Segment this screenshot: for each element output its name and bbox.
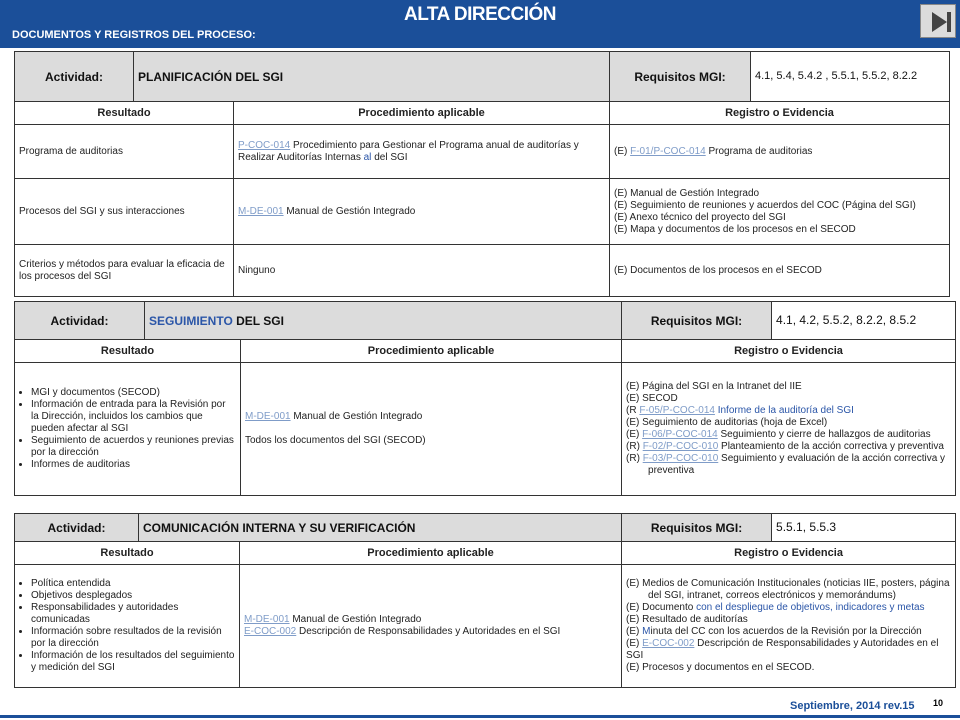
list-item: • MGI y documentos (SECOD) — [31, 387, 236, 399]
procedimiento-cell: M-DE-001 Manual de Gestión Integrado — [234, 179, 610, 245]
col-procedimiento: Procedimiento aplicable — [234, 102, 610, 125]
actividad-label: Actividad: — [15, 514, 139, 542]
registro-cell: (E) Manual de Gestión Integrado (E) Seguimiento de reuniones y acuerdos del COC (Página del SGI) (E) Anexo técnico del proyecto del SGI (E) Mapa y documentos de los procesos en el SECOD — [610, 179, 950, 245]
footer-date: Septiembre, 2014 rev.15 — [790, 700, 915, 712]
actividad-label: Actividad: — [15, 302, 145, 340]
registro-cell: (E) F-01/P-COC-014 Programa de auditorias — [610, 125, 950, 179]
resultado-cell — [15, 363, 241, 496]
actividad-value: COMUNICACIÓN INTERNA Y SU VERIFICACIÓN — [139, 514, 622, 542]
doc-link[interactable]: F-01/P-COC-014 — [630, 145, 706, 157]
resultado-cell: Programa de auditorias — [15, 125, 234, 179]
resultado-cell: Criterios y métodos para evaluar la eficacia de los procesos del SGI — [15, 245, 234, 297]
list-item: • Información de los resultados del seguimiento y medición del SGI — [31, 650, 235, 674]
procedimiento-cell: Ninguno — [234, 245, 610, 297]
col-registro: Registro o Evidencia — [610, 102, 950, 125]
doc-link[interactable]: F-06/P-COC-014 — [642, 429, 718, 440]
next-slide-button[interactable] — [920, 4, 956, 38]
doc-link[interactable]: F-03/P-COC-010 — [642, 453, 719, 464]
resultado-cell: Procesos del SGI y sus interacciones — [15, 179, 234, 245]
registro-cell: (E) Medios de Comunicación Institucionales (noticias IIE, posters, página del SGI, intranet, correos electrónicos y memorándums) (E) Documento con el despliegue de objetivos, indicadores y metas (E) Resultado de auditorías (E) Minuta del CC con los acuerdos de la Revisión por la Dirección (E) E-COC-002 Descripción de Responsabilidades y Autoridades en el SGI (E) Procesos y documentos en el SECOD. — [622, 565, 956, 688]
doc-link[interactable]: E-COC-002 — [642, 638, 695, 649]
doc-link[interactable]: M-DE-001 — [238, 205, 284, 217]
requisitos-value: 4.1, 5.4, 5.4.2 , 5.5.1, 5.5.2, 8.2.2 — [751, 52, 950, 102]
activity-table-seguimiento — [14, 301, 956, 496]
activity-table-comunicacion — [14, 513, 956, 688]
resultado-cell — [15, 565, 240, 688]
play-next-icon — [932, 12, 947, 32]
page-number: 10 — [933, 698, 944, 708]
list-item: • Información sobre resultados de la revisión por la dirección — [31, 626, 235, 650]
procedimiento-cell: M-DE-001 Manual de Gestión Integrado E-COC-002 Descripción de Responsabilidades y Autoridades en el SGI — [240, 565, 622, 688]
header-bar — [0, 0, 960, 48]
doc-link[interactable]: P-COC-014 — [238, 139, 291, 151]
requisitos-value: 4.1, 4.2, 5.5.2, 8.2.2, 8.5.2 — [772, 302, 956, 340]
col-registro: Registro o Evidencia — [622, 340, 956, 363]
list-item: • Responsabilidades y autoridades comunicadas — [31, 602, 235, 626]
actividad-value: PLANIFICACIÓN DEL SGI — [134, 52, 610, 102]
col-resultado: Resultado — [15, 340, 241, 363]
registro-cell: (E) Página del SGI en la Intranet del IIE (E) SECOD (R F-05/P-COC-014 Informe de la auditoría del SGI (E) Seguimiento de auditorias (hoja de Excel) (E) F-06/P-COC-014 Seguimiento y cierre de hallazgos de auditorias (R) F-02/P-COC-010 Planteamiento de la acción correctiva y preventiva (R) F-03/P-COC-010 Seguimiento y evaluación de la acción correctiva y preventiva — [622, 363, 956, 496]
procedimiento-cell: M-DE-001 Manual de Gestión Integrado Todos los documentos del SGI (SECOD) — [241, 363, 622, 496]
doc-link[interactable]: M-DE-001 — [245, 411, 291, 422]
doc-link[interactable]: F-05/P-COC-014 — [639, 405, 715, 416]
doc-link[interactable]: F-02/P-COC-010 — [642, 441, 719, 452]
next-bar-icon — [947, 12, 951, 32]
requisitos-label: Requisitos MGI: — [610, 52, 751, 102]
col-procedimiento: Procedimiento aplicable — [241, 340, 622, 363]
footer-rule — [0, 715, 960, 718]
list-item: • Objetivos desplegados — [31, 590, 235, 602]
page-subtitle: DOCUMENTOS Y REGISTROS DEL PROCESO: — [12, 29, 256, 41]
col-registro: Registro o Evidencia — [622, 542, 956, 565]
list-item: • Política entendida — [31, 578, 235, 590]
page-title: ALTA DIRECCIÓN — [403, 4, 557, 25]
registro-cell: (E) Documentos de los procesos en el SECOD — [610, 245, 950, 297]
list-item: • Información de entrada para la Revisión por la Dirección, incluidos los cambios que pueden afectar al SGI — [31, 399, 236, 435]
doc-link[interactable]: M-DE-001 — [244, 614, 290, 625]
activity-table-planificacion — [14, 51, 950, 297]
actividad-value: SEGUIMIENTO DEL SGI — [145, 302, 622, 340]
list-item: • Informes de auditorias — [31, 459, 236, 471]
actividad-label: Actividad: — [15, 52, 134, 102]
col-procedimiento: Procedimiento aplicable — [240, 542, 622, 565]
procedimiento-cell: P-COC-014 Procedimiento para Gestionar el Programa anual de auditorías y Realizar Auditorías Internas al del SGI — [234, 125, 610, 179]
col-resultado: Resultado — [15, 542, 240, 565]
list-item: • Seguimiento de acuerdos y reuniones previas por la dirección — [31, 435, 236, 459]
doc-link[interactable]: E-COC-002 — [244, 626, 297, 637]
requisitos-value: 5.5.1, 5.5.3 — [772, 514, 956, 542]
requisitos-label: Requisitos MGI: — [622, 514, 772, 542]
col-resultado: Resultado — [15, 102, 234, 125]
requisitos-label: Requisitos MGI: — [622, 302, 772, 340]
